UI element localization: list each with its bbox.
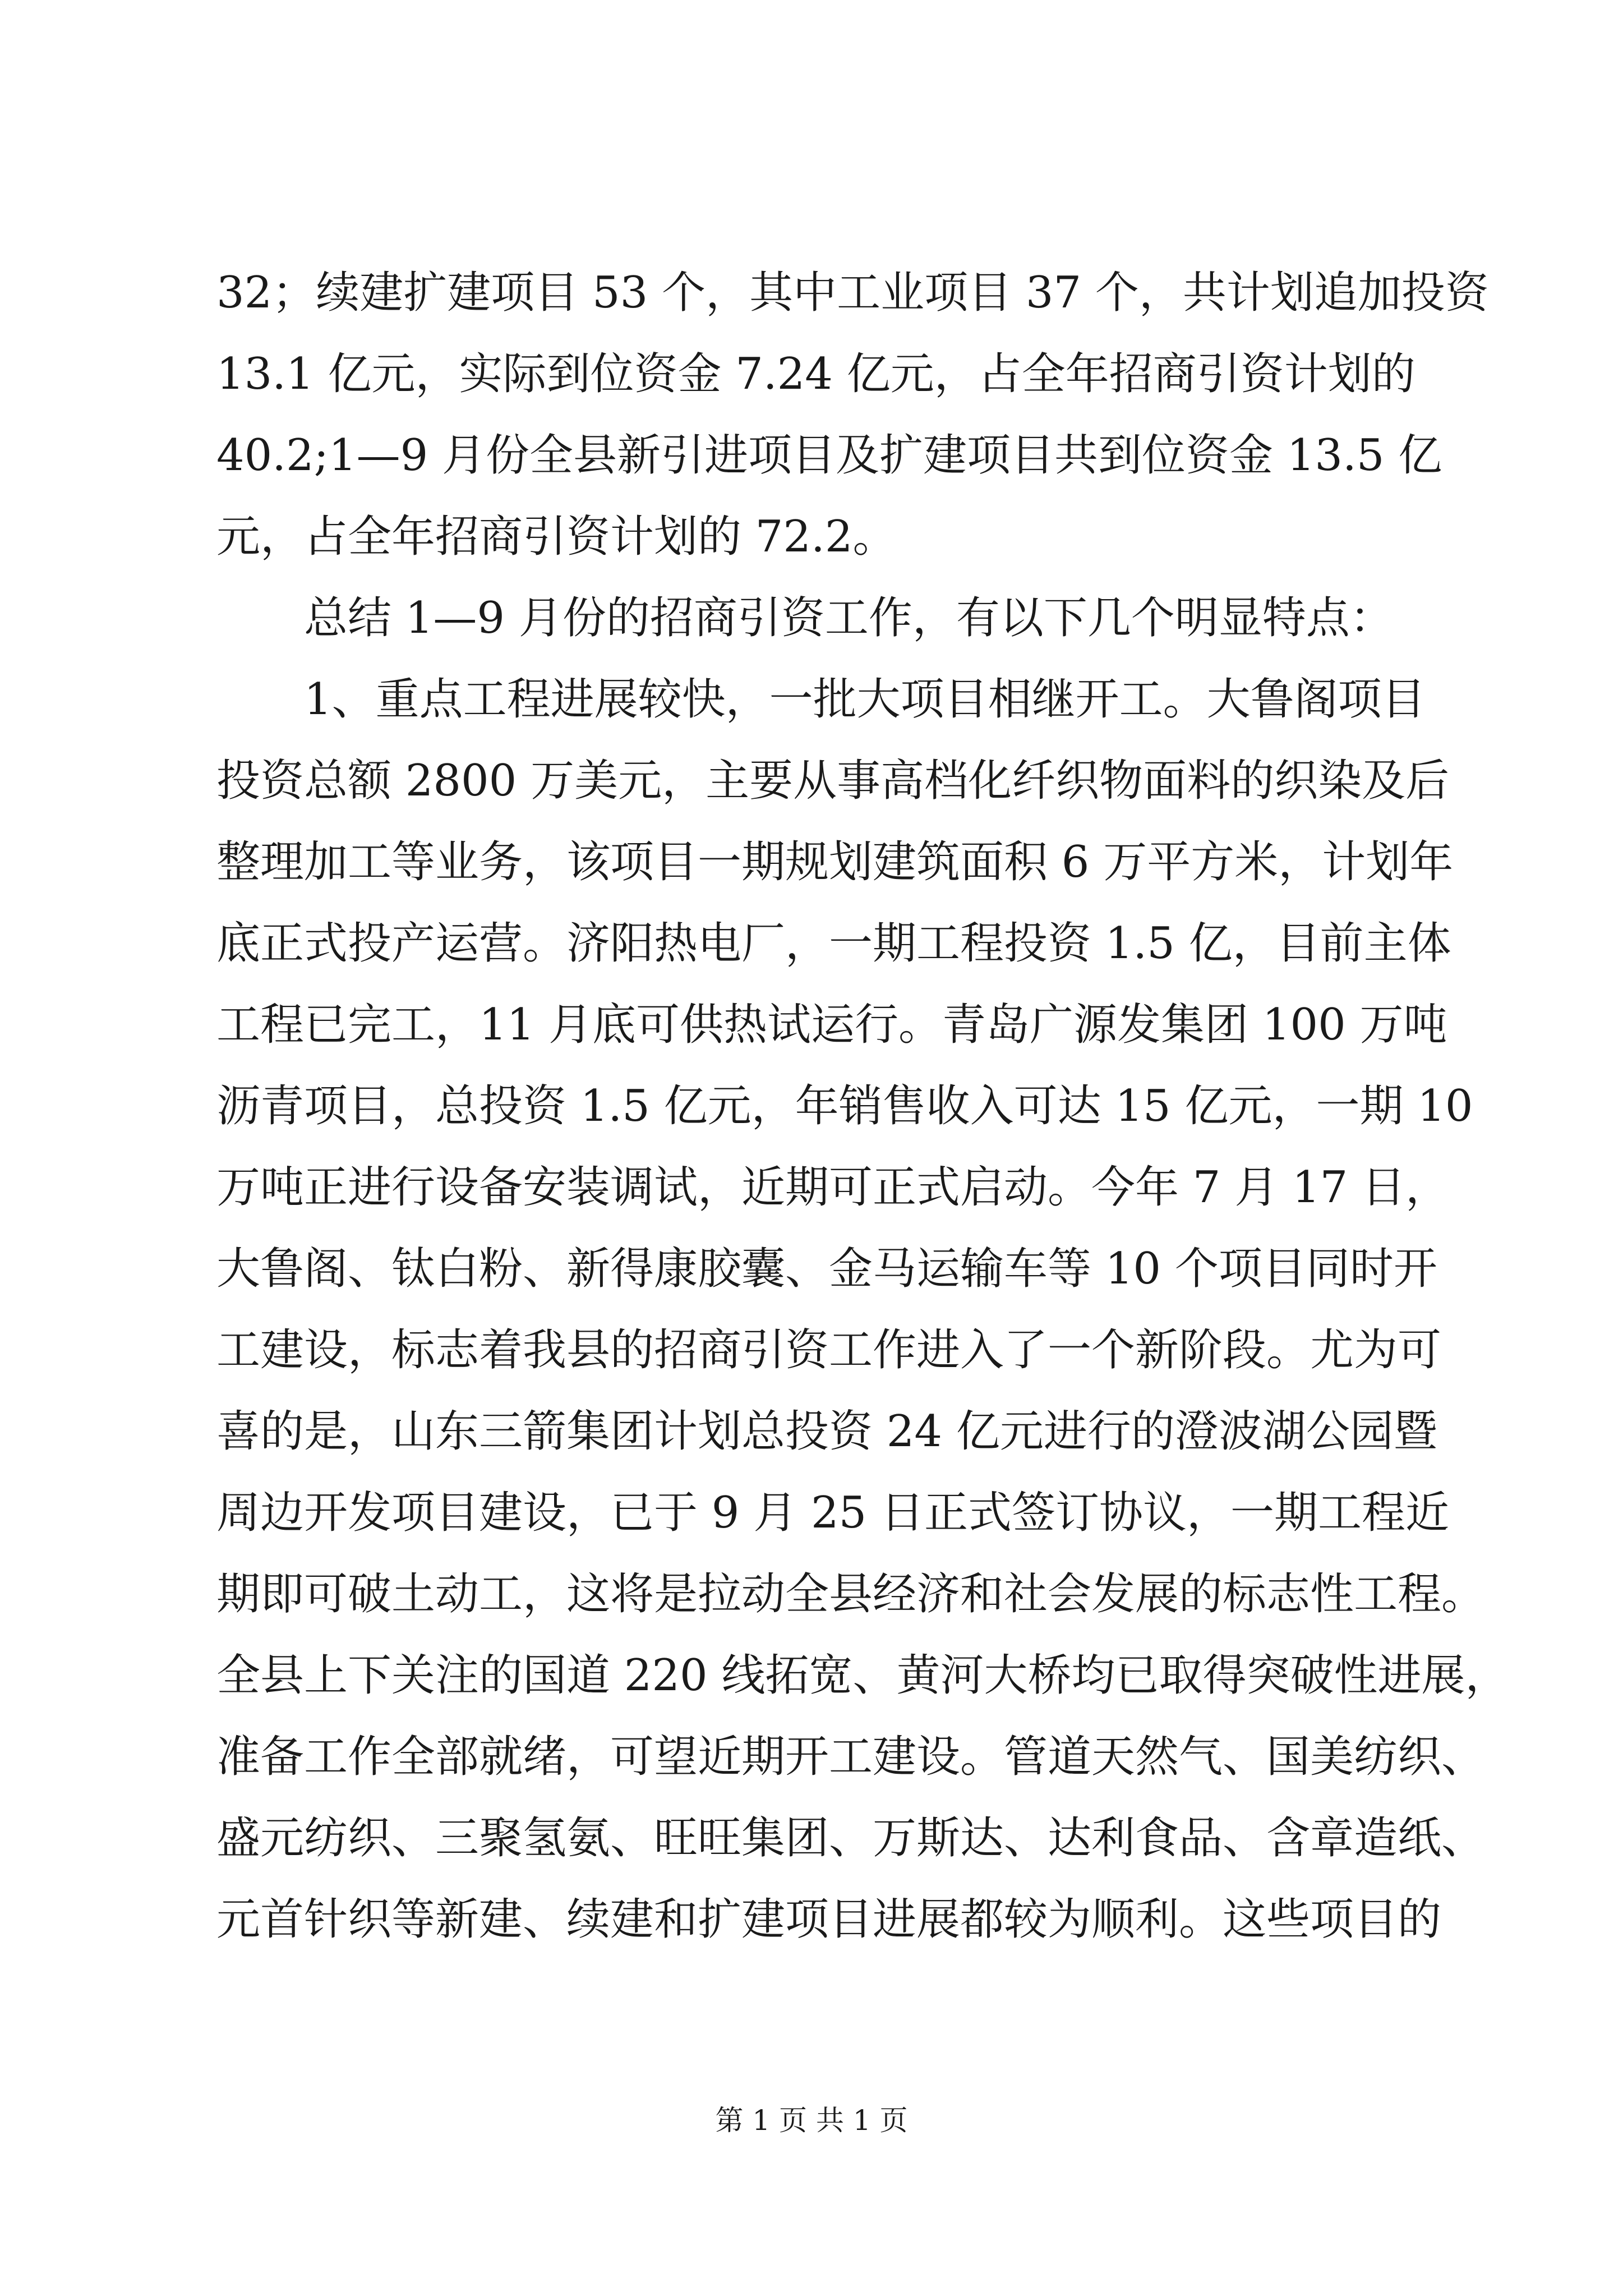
- text-line: 盛元纺织、三聚氢氨、旺旺集团、万斯达、达利食品、含章造纸、: [216, 1813, 1486, 1864]
- text-line: 40.2;1—9 月份全县新引进项目及扩建项目共到位资金 13.5 亿: [216, 430, 1442, 481]
- text-line: 万吨正进行设备安装调试，近期可正式启动。今年 7 月 17 日，: [216, 1162, 1450, 1213]
- text-line: 13.1 亿元，实际到位资金 7.24 亿元，占全年招商引资计划的: [216, 349, 1415, 399]
- text-line: 元，占全年招商引资计划的 72.2。: [216, 512, 897, 562]
- text-line: 工程已完工，11 月底可供热试运行。青岛广源发集团 100 万吨: [216, 1000, 1447, 1050]
- text-line: 大鲁阁、钛白粉、新得康胶囊、金马运输车等 10 个项目同时开: [216, 1244, 1437, 1294]
- text-line: 元首针织等新建、续建和扩建项目进展都较为顺利。这些项目的: [216, 1894, 1442, 1945]
- text-line: 总结 1—9 月份的招商引资工作，有以下几个明显特点：: [216, 593, 1394, 643]
- text-line: 投资总额 2800 万美元，主要从事高档化纤织物面料的织染及后: [216, 756, 1450, 806]
- text-line: 底正式投产运营。济阳热电厂，一期工程投资 1.5 亿，目前主体: [216, 918, 1451, 969]
- text-line: 周边开发项目建设，已于 9 月 25 日正式签订协议，一期工程近: [216, 1488, 1450, 1538]
- text-line: 期即可破土动工，这将是拉动全县经济和社会发展的标志性工程。: [216, 1569, 1486, 1619]
- page-number-footer: 第 1 页 共 1 页: [715, 2104, 908, 2137]
- text-line: 整理加工等业务，该项目一期规划建筑面积 6 万平方米，计划年: [216, 837, 1454, 887]
- text-line: 沥青项目，总投资 1.5 亿元，年销售收入可达 15 亿元，一期 10: [216, 1081, 1473, 1131]
- text-line: 1、重点工程进展较快，一批大项目相继开工。大鲁阁项目: [216, 674, 1426, 725]
- body-text: [216, 252, 1509, 1961]
- text-line: 全县上下关注的国道 220 线拓宽、黄河大桥均已取得突破性进展，: [216, 1650, 1509, 1701]
- text-line: 工建设，标志着我县的招商引资工作进入了一个新阶段。尤为可: [216, 1325, 1442, 1375]
- text-line: 喜的是，山东三箭集团计划总投资 24 亿元进行的澄波湖公园暨: [216, 1406, 1437, 1457]
- text-line: 32；续建扩建项目 53 个，其中工业项目 37 个，共计划追加投资: [216, 268, 1489, 318]
- text-line: 准备工作全部就绪，可望近期开工建设。管道天然气、国美纺织、: [216, 1732, 1486, 1782]
